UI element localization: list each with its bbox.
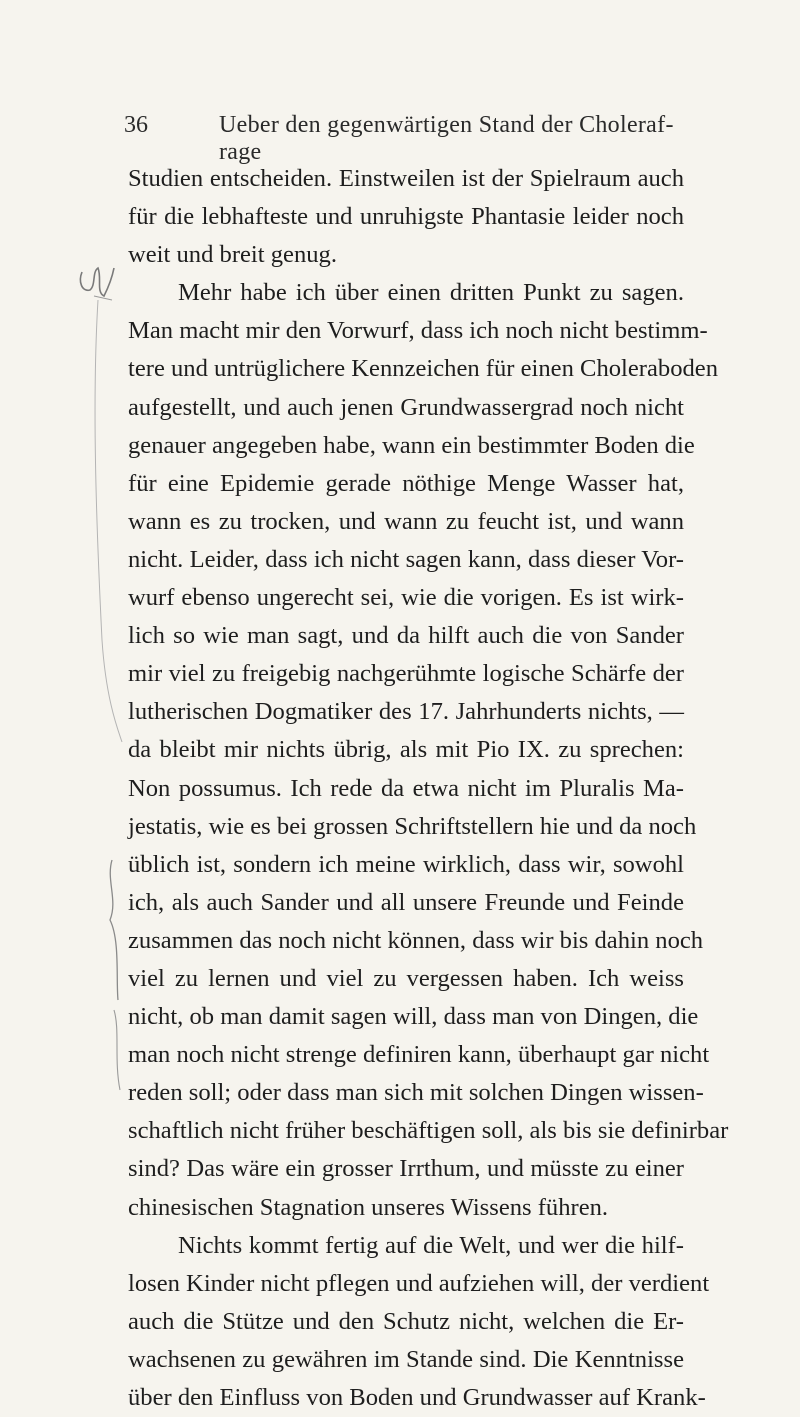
text-line: schaftlich nicht früher beschäftigen soll, als bis sie definirbar <box>128 1117 729 1145</box>
text-line: zusammen das noch nicht können, dass wir bis dahin noch <box>128 926 704 954</box>
text-line: Mehr habe ich über einen dritten Punkt zu sagen. <box>178 279 684 307</box>
text-line: chinesischen Stagnation unseres Wissens führen. <box>128 1193 609 1221</box>
text-line: üblich ist, sondern ich meine wirklich, dass wir, sowohl <box>128 850 684 878</box>
margin-pencil-marks <box>0 0 130 1390</box>
page-number: 36 <box>124 112 148 138</box>
text-line: nicht, ob man damit sagen will, dass man von Dingen, die <box>128 1003 699 1031</box>
pencil-bracket <box>114 1010 120 1090</box>
pencil-scribble <box>80 268 114 296</box>
text-line: Nichts kommt fertig auf die Welt, und wer die hilf- <box>178 1231 684 1259</box>
text-line: aufgestellt, und auch jenen Grundwassergrad noch nicht <box>128 393 684 421</box>
text-line: reden soll; oder dass man sich mit solchen Dingen wissen- <box>128 1079 704 1107</box>
text-line: Studien entscheiden. Einstweilen ist der Spielraum auch <box>128 165 684 192</box>
text-line: da bleibt mir nichts übrig, als mit Pio IX. zu sprechen: <box>128 736 684 764</box>
text-line: Man macht mir den Vorwurf, dass ich noch nicht bestimm- <box>128 317 708 345</box>
text-line: Non possumus. Ich rede da etwa nicht im Pluralis Ma- <box>128 774 684 802</box>
text-line: tere und untrüglichere Kennzeichen für einen Choleraboden <box>128 355 718 383</box>
pencil-scribble <box>94 296 112 300</box>
text-line: man noch nicht strenge definiren kann, überhaupt gar nicht <box>128 1041 710 1069</box>
text-line: über den Einfluss von Boden und Grundwasser auf Krank- <box>128 1384 706 1411</box>
text-line: jestatis, wie es bei grossen Schriftstellern hie und da noch <box>128 812 697 840</box>
text-line: viel zu lernen und viel zu vergessen haben. Ich weiss <box>128 964 684 992</box>
text-line: wachsenen zu gewähren im Stande sind. Die Kenntnisse <box>128 1345 684 1373</box>
text-line: ich, als auch Sander und all unsere Freunde und Feinde <box>128 888 684 916</box>
text-line: für eine Epidemie gerade nöthige Menge Wasser hat, <box>128 469 684 497</box>
body-text <box>128 160 729 1417</box>
text-line: sind? Das wäre ein grosser Irrthum, und müsste zu einer <box>128 1155 684 1183</box>
running-head <box>124 112 684 165</box>
pencil-margin-line <box>95 300 122 742</box>
text-line: wann es zu trocken, und wann zu feucht ist, und wann <box>128 507 684 535</box>
text-line: lutherischen Dogmatiker des 17. Jahrhunderts nichts, — <box>128 698 684 726</box>
pencil-bracket <box>110 860 118 1000</box>
text-line: lich so wie man sagt, und da hilft auch die von Sander <box>128 622 684 650</box>
text-line: genauer angegeben habe, wann ein bestimmter Boden die <box>128 431 695 459</box>
text-line: mir viel zu freigebig nachgerühmte logische Schärfe der <box>128 660 684 688</box>
text-line: wurf ebenso ungerecht sei, wie die vorigen. Es ist wirk- <box>128 584 684 612</box>
text-line: losen Kinder nicht pflegen und aufziehen will, der verdient <box>128 1269 710 1297</box>
running-head-title: Ueber den gegenwärtigen Stand der Cholerafrage <box>219 112 674 165</box>
text-line: weit und breit genug. <box>128 241 337 269</box>
text-line: für die lebhafteste und unruhigste Phantasie leider noch <box>128 203 684 231</box>
text-line: auch die Stütze und den Schutz nicht, welchen die Er- <box>128 1307 684 1335</box>
text-line: nicht. Leider, dass ich nicht sagen kann, dass dieser Vor- <box>128 545 684 573</box>
